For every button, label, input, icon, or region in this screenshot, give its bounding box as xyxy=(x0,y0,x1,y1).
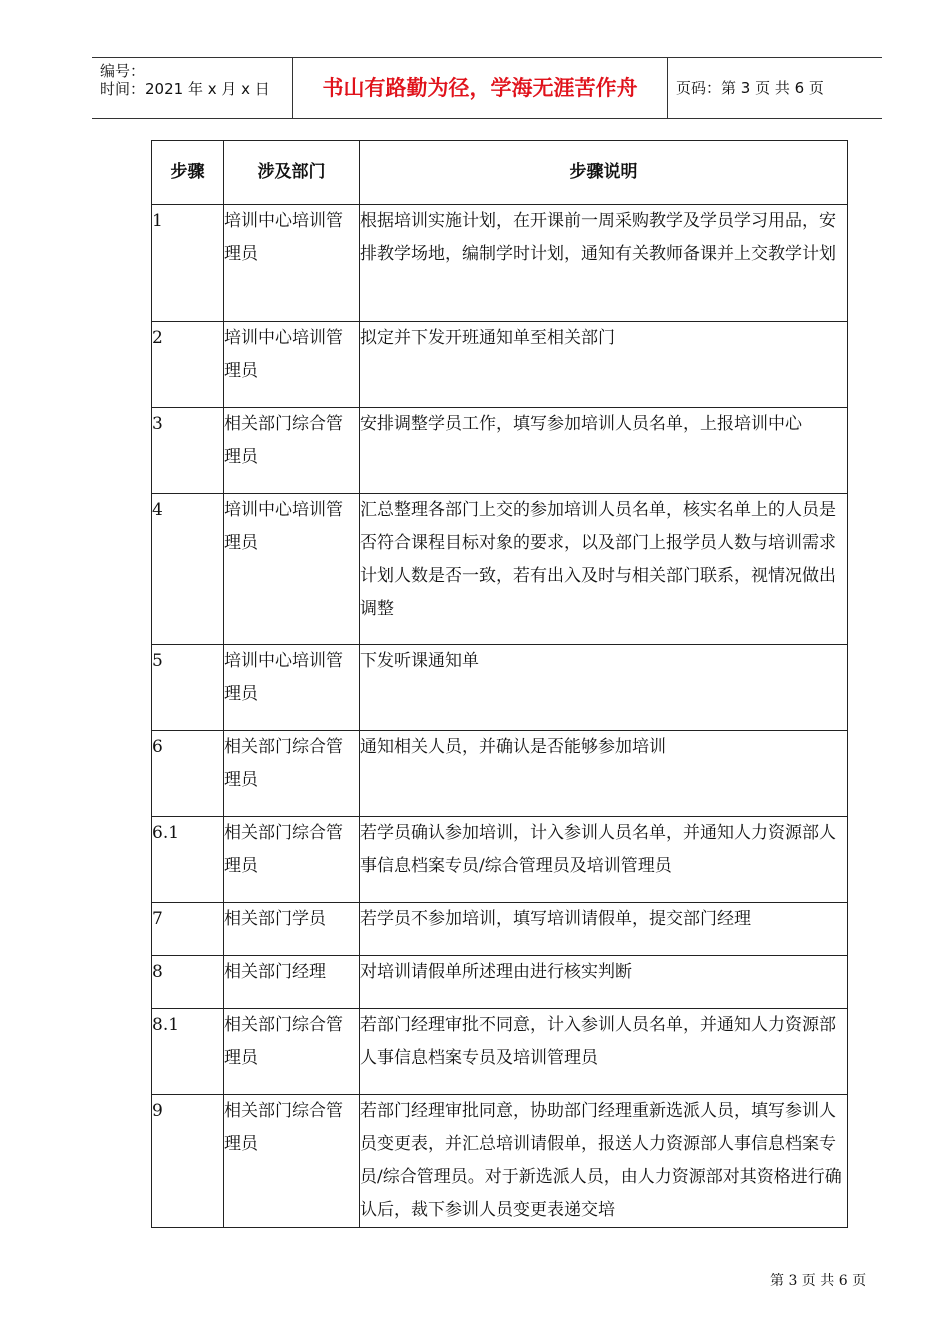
table-row xyxy=(152,408,848,494)
table-row xyxy=(152,731,848,817)
step-number: 6 xyxy=(152,731,224,817)
column-header-dept: 涉及部门 xyxy=(224,141,360,205)
step-description: 通知相关人员，并确认是否能够参加培训 xyxy=(360,731,848,817)
footer-page-number: 第 3 页 共 6 页 xyxy=(770,1273,867,1289)
step-department: 相关部门学员 xyxy=(224,903,360,956)
page-header xyxy=(92,57,882,119)
table-row xyxy=(152,322,848,408)
step-description: 根据培训实施计划，在开课前一周采购教学及学员学习用品，安排教学场地，编制学时计划，通知有关教师备课并上交教学计划 xyxy=(360,205,848,322)
step-description: 拟定并下发开班通知单至相关部门 xyxy=(360,322,848,408)
step-department: 培训中心培训管理员 xyxy=(224,205,360,322)
table-row xyxy=(152,1009,848,1095)
step-description: 若部门经理审批同意，协助部门经理重新选派人员，填写参训人员变更表，并汇总培训请假单，报送人力资源部人事信息档案专员/综合管理员。对于新选派人员，由人力资源部对其资格进行确认后，裁下参训人员变更表递交培 xyxy=(360,1095,848,1228)
table-header-row xyxy=(152,141,848,205)
table-row xyxy=(152,494,848,645)
step-description: 下发听课通知单 xyxy=(360,645,848,731)
step-description: 若学员确认参加培训，计入参训人员名单，并通知人力资源部人事信息档案专员/综合管理员及培训管理员 xyxy=(360,817,848,903)
step-department: 相关部门综合管理员 xyxy=(224,408,360,494)
step-department: 相关部门综合管理员 xyxy=(224,1095,360,1228)
table-row xyxy=(152,205,848,322)
step-number: 2 xyxy=(152,322,224,408)
table-row xyxy=(152,903,848,956)
step-description: 汇总整理各部门上交的参加培训人员名单，核实名单上的人员是否符合课程目标对象的要求，以及部门上报学员人数与培训需求计划人数是否一致，若有出入及时与相关部门联系，视情况做出调整 xyxy=(360,494,848,645)
step-department: 相关部门综合管理员 xyxy=(224,731,360,817)
step-department: 相关部门经理 xyxy=(224,956,360,1009)
step-number: 6.1 xyxy=(152,817,224,903)
step-number: 9 xyxy=(152,1095,224,1228)
column-header-desc: 步骤说明 xyxy=(360,141,848,205)
step-department: 培训中心培训管理员 xyxy=(224,645,360,731)
table-row xyxy=(152,1095,848,1228)
column-header-step: 步骤 xyxy=(152,141,224,205)
step-department: 相关部门综合管理员 xyxy=(224,1009,360,1095)
header-page-number: 页码：第 3 页 共 6 页 xyxy=(676,79,824,97)
step-description: 对培训请假单所述理由进行核实判断 xyxy=(360,956,848,1009)
step-description: 若部门经理审批不同意，计入参训人员名单，并通知人力资源部人事信息档案专员及培训管理员 xyxy=(360,1009,848,1095)
step-department: 培训中心培训管理员 xyxy=(224,322,360,408)
step-number: 8.1 xyxy=(152,1009,224,1095)
steps-table xyxy=(151,140,848,1228)
header-divider xyxy=(667,58,668,118)
step-number: 4 xyxy=(152,494,224,645)
step-department: 相关部门综合管理员 xyxy=(224,817,360,903)
step-number: 7 xyxy=(152,903,224,956)
step-number: 1 xyxy=(152,205,224,322)
step-number: 8 xyxy=(152,956,224,1009)
header-meta xyxy=(92,58,292,118)
header-motto: 书山有路勤为径，学海无涯苦作舟 xyxy=(322,76,638,100)
table-row xyxy=(152,645,848,731)
code-label: 编号： xyxy=(100,62,146,80)
step-number: 5 xyxy=(152,645,224,731)
step-description: 安排调整学员工作，填写参加培训人员名单，上报培训中心 xyxy=(360,408,848,494)
step-description: 若学员不参加培训，填写培训请假单，提交部门经理 xyxy=(360,903,848,956)
time-label: 时间：2021 年 x 月 x 日 xyxy=(100,80,270,98)
step-department: 培训中心培训管理员 xyxy=(224,494,360,645)
step-number: 3 xyxy=(152,408,224,494)
table-row xyxy=(152,956,848,1009)
table-row xyxy=(152,817,848,903)
